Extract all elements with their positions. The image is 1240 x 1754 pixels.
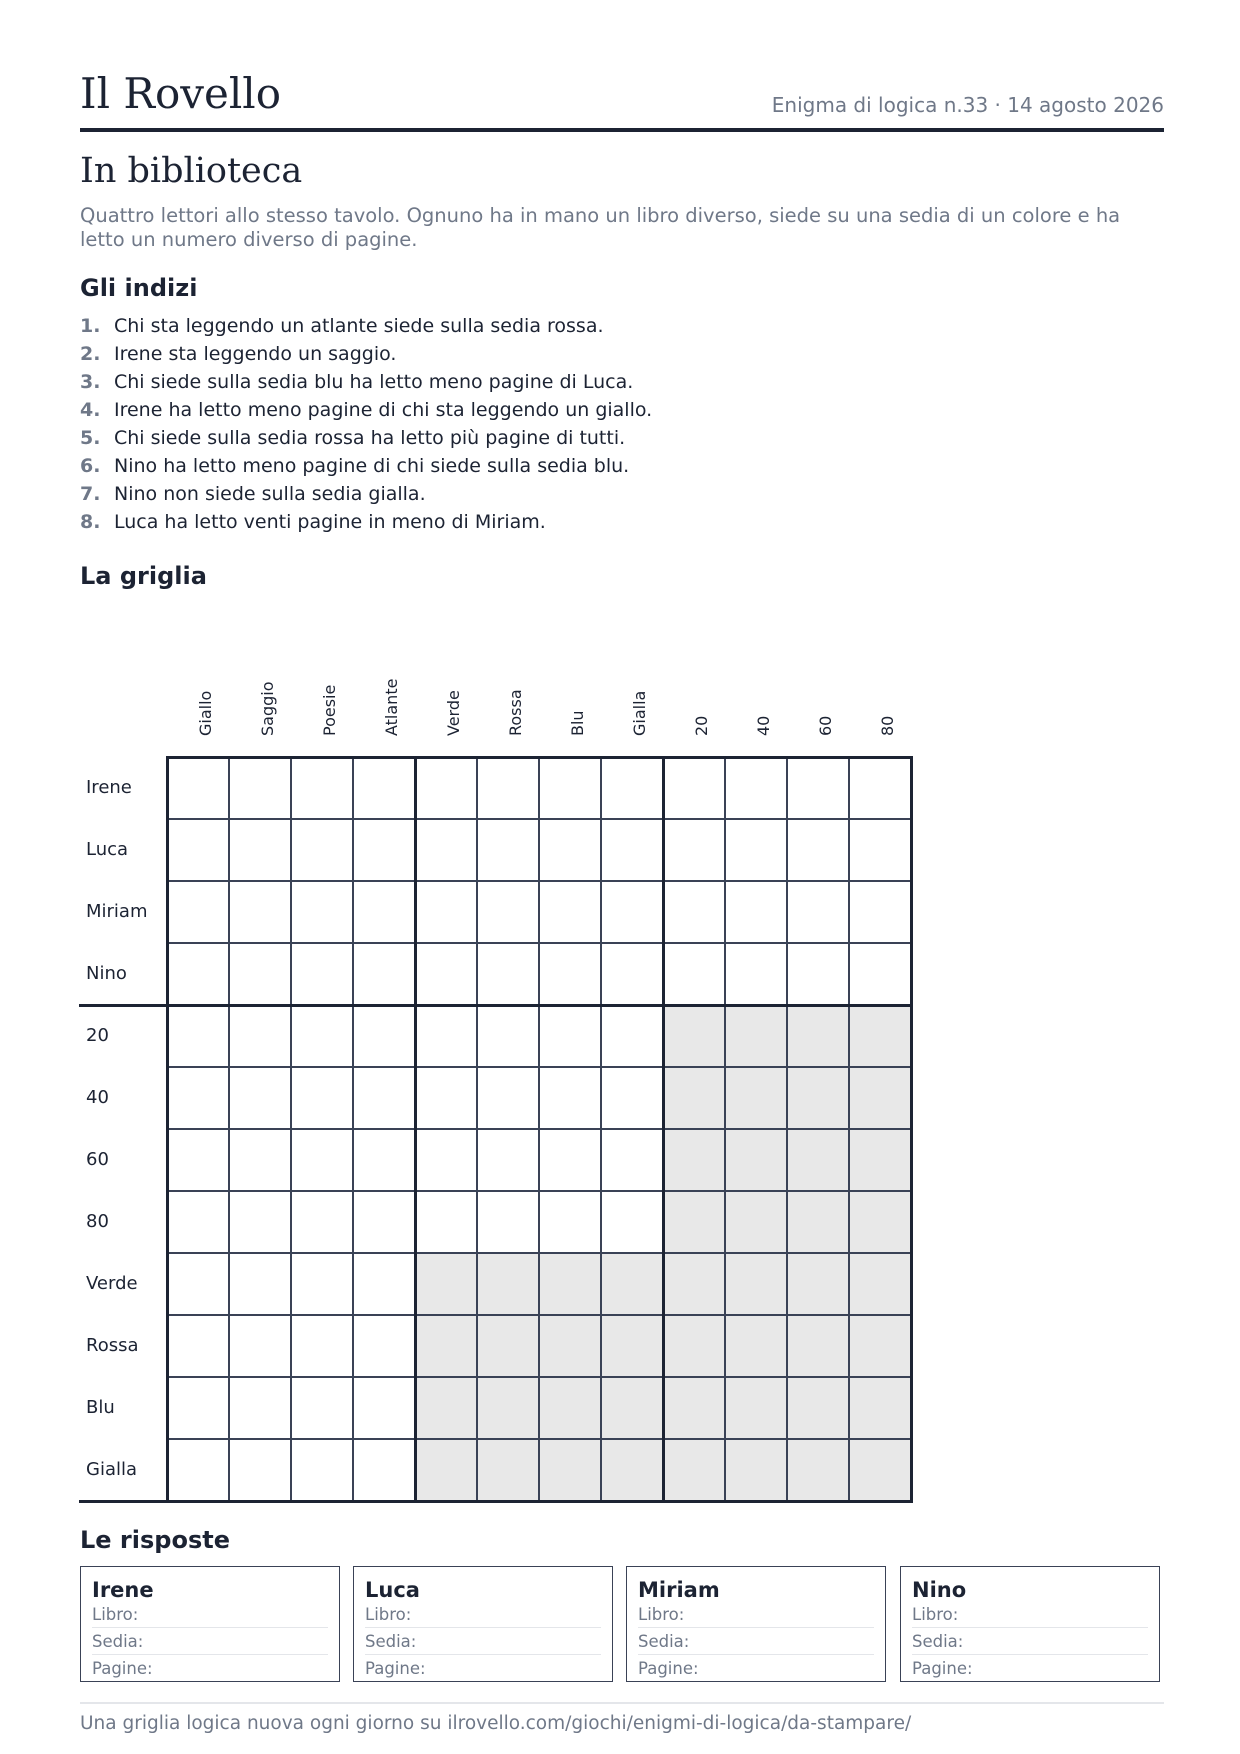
grid-cell-disabled: [787, 1315, 849, 1377]
grid-cell[interactable]: [539, 943, 601, 1005]
grid-cell[interactable]: [415, 881, 477, 943]
grid-cell[interactable]: [291, 943, 353, 1005]
answer-field-sedia[interactable]: Sedia:: [638, 1628, 874, 1655]
answer-field-pagine[interactable]: Pagine:: [638, 1659, 699, 1678]
grid-cell[interactable]: [353, 1191, 415, 1253]
grid-cell[interactable]: [849, 819, 911, 881]
grid-cell-disabled: [849, 1253, 911, 1315]
grid-cell[interactable]: [477, 757, 539, 819]
grid-cell-disabled: [725, 1129, 787, 1191]
grid-cell-disabled: [787, 1439, 849, 1501]
grid-cell[interactable]: [167, 1315, 229, 1377]
grid-cell[interactable]: [725, 943, 787, 1005]
grid-cell[interactable]: [601, 1191, 663, 1253]
grid-cell[interactable]: [229, 881, 291, 943]
grid-cell[interactable]: [291, 1129, 353, 1191]
grid-cell-disabled: [539, 1253, 601, 1315]
grid-row-label: Blu: [86, 1397, 115, 1418]
answer-person-name: Nino: [912, 1578, 967, 1602]
grid-column-label: Blu: [568, 710, 587, 736]
grid-cell[interactable]: [539, 1129, 601, 1191]
grid-cell-disabled: [663, 1005, 725, 1067]
clue-item: [80, 368, 1170, 396]
grid-cell[interactable]: [477, 1129, 539, 1191]
grid-cell-disabled: [663, 1191, 725, 1253]
grid-row-label: 60: [86, 1149, 109, 1170]
grid-column-label: Atlante: [382, 678, 401, 736]
answer-field-sedia[interactable]: Sedia:: [365, 1628, 601, 1655]
clue-text: Irene ha letto meno pagine di chi sta leggendo un giallo.: [114, 399, 653, 421]
grid-cell[interactable]: [601, 819, 663, 881]
grid-cell[interactable]: [601, 1005, 663, 1067]
grid-cell-disabled: [539, 1439, 601, 1501]
grid-cell[interactable]: [663, 943, 725, 1005]
grid-column-header: [229, 645, 291, 755]
answer-card-luca: [353, 1566, 613, 1682]
grid-cell-disabled: [725, 1253, 787, 1315]
grid-row-label: Nino: [86, 963, 127, 984]
grid-cell[interactable]: [353, 1439, 415, 1501]
grid-cell[interactable]: [229, 819, 291, 881]
page-header: [80, 66, 1164, 132]
grid-column-header: [539, 645, 601, 755]
grid-row-label: Verde: [86, 1273, 138, 1294]
grid-cell-disabled: [539, 1315, 601, 1377]
grid-cell[interactable]: [167, 1191, 229, 1253]
grid-cell[interactable]: [167, 1005, 229, 1067]
grid-column-label: 40: [754, 715, 773, 736]
grid-column-label: 60: [816, 715, 835, 736]
grid-cell[interactable]: [787, 943, 849, 1005]
grid-cell[interactable]: [291, 1191, 353, 1253]
grid-group-divider: [910, 756, 913, 1503]
grid-row-label: 20: [86, 1025, 109, 1046]
grid-cell-disabled: [787, 1253, 849, 1315]
answer-card-miriam: [626, 1566, 886, 1682]
clue-text: Irene sta leggendo un saggio.: [114, 343, 397, 365]
grid-cell-disabled: [849, 1439, 911, 1501]
grid-group-divider: [79, 1004, 913, 1007]
answer-field-sedia[interactable]: Sedia:: [912, 1628, 1148, 1655]
grid-cell-disabled: [477, 1377, 539, 1439]
grid-cell-disabled: [415, 1377, 477, 1439]
grid-cell-disabled: [849, 1005, 911, 1067]
answers-heading: Le risposte: [80, 1526, 230, 1554]
grid-column-label: 80: [878, 715, 897, 736]
grid-cell[interactable]: [725, 819, 787, 881]
grid-cell[interactable]: [663, 757, 725, 819]
clue-number: 2.: [80, 343, 101, 365]
answer-field-pagine[interactable]: Pagine:: [365, 1659, 426, 1678]
grid-cell[interactable]: [229, 1377, 291, 1439]
grid-cell[interactable]: [539, 1067, 601, 1129]
grid-cell[interactable]: [539, 757, 601, 819]
grid-cell-disabled: [849, 1191, 911, 1253]
grid-cell[interactable]: [353, 943, 415, 1005]
grid-cell[interactable]: [601, 757, 663, 819]
grid-cell[interactable]: [663, 881, 725, 943]
clue-list: [80, 312, 1170, 536]
grid-cell-disabled: [477, 1253, 539, 1315]
grid-cell[interactable]: [291, 1315, 353, 1377]
grid-cell-disabled: [725, 1005, 787, 1067]
grid-cell[interactable]: [291, 1377, 353, 1439]
issue-info: Enigma di logica n.33 · 14 agosto 2026: [771, 93, 1164, 117]
clue-number: 5.: [80, 427, 101, 449]
grid-cell[interactable]: [415, 819, 477, 881]
answer-field-pagine[interactable]: Pagine:: [92, 1659, 153, 1678]
grid-cell-disabled: [663, 1067, 725, 1129]
grid-cell[interactable]: [229, 1191, 291, 1253]
clue-text: Chi siede sulla sedia rossa ha letto più pagine di tutti.: [114, 427, 626, 449]
answer-card-nino: [900, 1566, 1160, 1682]
grid-cell[interactable]: [539, 1005, 601, 1067]
grid-cell[interactable]: [353, 1377, 415, 1439]
grid-cell-disabled: [601, 1439, 663, 1501]
grid-cell[interactable]: [291, 1253, 353, 1315]
answer-card-irene: [80, 1566, 340, 1682]
grid-cell-disabled: [725, 1377, 787, 1439]
grid-cell[interactable]: [787, 881, 849, 943]
grid-column-label: 20: [692, 715, 711, 736]
answer-person-name: Irene: [92, 1578, 154, 1602]
grid-cell[interactable]: [477, 881, 539, 943]
clue-item: [80, 452, 1170, 480]
grid-cell[interactable]: [725, 757, 787, 819]
answer-field-libro[interactable]: Libro:: [365, 1601, 601, 1628]
answer-field-libro[interactable]: Libro:: [92, 1601, 328, 1628]
clue-number: 8.: [80, 511, 101, 533]
grid-group-divider: [414, 756, 417, 1503]
grid-column-label: Giallo: [196, 690, 215, 736]
clue-item: [80, 424, 1170, 452]
answer-field-sedia[interactable]: Sedia:: [92, 1628, 328, 1655]
clue-number: 1.: [80, 315, 101, 337]
grid-cell[interactable]: [849, 881, 911, 943]
grid-cell[interactable]: [477, 943, 539, 1005]
grid-cell[interactable]: [353, 1129, 415, 1191]
grid-group-divider: [166, 756, 913, 759]
puzzle-intro: Quattro lettori allo stesso tavolo. Ognuno ha in mano un libro diverso, siede su una sedia di un colore e ha letto un numero diverso di pagine.: [80, 204, 1121, 251]
grid-cell[interactable]: [229, 1253, 291, 1315]
grid-cell-disabled: [787, 1067, 849, 1129]
grid-cell[interactable]: [291, 1005, 353, 1067]
grid-cell-disabled: [601, 1377, 663, 1439]
grid-column-header: [415, 645, 477, 755]
grid-column-label: Verde: [444, 690, 463, 736]
clue-number: 3.: [80, 371, 101, 393]
clue-item: [80, 480, 1170, 508]
grid-cell[interactable]: [353, 1067, 415, 1129]
grid-cell[interactable]: [353, 881, 415, 943]
grid-cell[interactable]: [291, 881, 353, 943]
clue-text: Chi sta leggendo un atlante siede sulla sedia rossa.: [114, 315, 604, 337]
clue-item: [80, 508, 1170, 536]
grid-cell[interactable]: [415, 757, 477, 819]
grid-column-header: [663, 645, 725, 755]
grid-cell[interactable]: [725, 881, 787, 943]
grid-cell[interactable]: [229, 1129, 291, 1191]
answer-person-name: Miriam: [638, 1578, 720, 1602]
grid-column-header: [167, 645, 229, 755]
grid-cell-disabled: [725, 1191, 787, 1253]
grid-cell-disabled: [663, 1129, 725, 1191]
grid-column-header: [849, 645, 911, 755]
grid-cell-disabled: [663, 1315, 725, 1377]
grid-cell[interactable]: [167, 819, 229, 881]
grid-row-label: Luca: [86, 839, 129, 860]
grid-column-label: Saggio: [258, 681, 277, 736]
grid-cell[interactable]: [415, 1129, 477, 1191]
grid-cell-disabled: [849, 1067, 911, 1129]
clue-text: Nino ha letto meno pagine di chi siede sulla sedia blu.: [114, 455, 630, 477]
grid-cell[interactable]: [167, 881, 229, 943]
grid-group-divider: [79, 1500, 913, 1503]
clue-number: 4.: [80, 399, 101, 421]
grid-column-header: [477, 645, 539, 755]
grid-cell[interactable]: [539, 1191, 601, 1253]
grid-cell[interactable]: [353, 1005, 415, 1067]
clue-item: [80, 312, 1170, 340]
clue-item: [80, 396, 1170, 424]
grid-cell[interactable]: [353, 1253, 415, 1315]
answer-person-name: Luca: [365, 1578, 420, 1602]
grid-cell[interactable]: [477, 1067, 539, 1129]
grid-cell-disabled: [787, 1129, 849, 1191]
grid-cell-disabled: [849, 1377, 911, 1439]
grid-row-label: 80: [86, 1211, 109, 1232]
grid-cell[interactable]: [291, 819, 353, 881]
grid-column-header: [601, 645, 663, 755]
grid-cell[interactable]: [353, 757, 415, 819]
grid-row-label: Gialla: [86, 1459, 138, 1480]
grid-cell[interactable]: [167, 1129, 229, 1191]
grid-cell[interactable]: [353, 819, 415, 881]
grid-cell[interactable]: [477, 1191, 539, 1253]
grid-cell-disabled: [849, 1315, 911, 1377]
grid-column-label: Gialla: [630, 690, 649, 736]
grid-cell-disabled: [415, 1439, 477, 1501]
grid-cell[interactable]: [167, 1439, 229, 1501]
grid-cell-disabled: [477, 1315, 539, 1377]
grid-cell-disabled: [787, 1005, 849, 1067]
brand-title: Il Rovello: [80, 69, 282, 118]
grid-cell-disabled: [725, 1067, 787, 1129]
grid-cell[interactable]: [787, 819, 849, 881]
grid-cell[interactable]: [353, 1315, 415, 1377]
clue-item: [80, 340, 1170, 368]
grid-cell[interactable]: [291, 1439, 353, 1501]
grid-cell-disabled: [787, 1191, 849, 1253]
grid-cell-disabled: [663, 1253, 725, 1315]
grid-cell[interactable]: [601, 1129, 663, 1191]
grid-column-label: Rossa: [506, 689, 525, 736]
grid-cell[interactable]: [229, 1067, 291, 1129]
grid-cell-disabled: [415, 1315, 477, 1377]
grid-cell[interactable]: [167, 1377, 229, 1439]
grid-cell[interactable]: [601, 943, 663, 1005]
grid-cell-disabled: [663, 1439, 725, 1501]
grid-row-label: Miriam: [86, 901, 148, 922]
grid-row-label: Rossa: [86, 1335, 139, 1356]
grid-cell[interactable]: [229, 943, 291, 1005]
grid-cell-disabled: [787, 1377, 849, 1439]
answer-field-libro[interactable]: Libro:: [912, 1601, 1148, 1628]
grid-cell[interactable]: [415, 1005, 477, 1067]
grid-cell[interactable]: [477, 1005, 539, 1067]
answer-field-pagine[interactable]: Pagine:: [912, 1659, 973, 1678]
grid-cell[interactable]: [601, 1067, 663, 1129]
clue-text: Luca ha letto venti pagine in meno di Miriam.: [114, 511, 546, 533]
clue-number: 7.: [80, 483, 101, 505]
grid-column-header: [353, 645, 415, 755]
grid-cell-disabled: [663, 1377, 725, 1439]
puzzle-title: In biblioteca: [80, 151, 303, 191]
grid-cell-disabled: [539, 1377, 601, 1439]
grid-cell[interactable]: [477, 819, 539, 881]
grid-cell[interactable]: [849, 757, 911, 819]
grid-group-divider: [166, 756, 169, 1503]
grid-cell[interactable]: [167, 757, 229, 819]
answer-cards: [80, 1566, 1164, 1682]
grid-cell-disabled: [725, 1315, 787, 1377]
clues-heading: Gli indizi: [80, 274, 198, 302]
grid-cell[interactable]: [849, 943, 911, 1005]
grid-cell[interactable]: [167, 1253, 229, 1315]
grid-cell[interactable]: [167, 943, 229, 1005]
grid-cell[interactable]: [291, 1067, 353, 1129]
grid-row-label: 40: [86, 1087, 109, 1108]
grid-cell[interactable]: [539, 881, 601, 943]
grid-cell-disabled: [477, 1439, 539, 1501]
grid-cell-disabled: [415, 1253, 477, 1315]
clue-text: Chi siede sulla sedia blu ha letto meno pagine di Luca.: [114, 371, 634, 393]
grid-column-header: [725, 645, 787, 755]
grid-cell[interactable]: [229, 1315, 291, 1377]
grid-cell[interactable]: [415, 1191, 477, 1253]
grid-cell[interactable]: [291, 757, 353, 819]
grid-group-divider: [662, 756, 665, 1503]
grid-heading: La griglia: [80, 562, 207, 590]
grid-cell-disabled: [849, 1129, 911, 1191]
grid-column-header: [291, 645, 353, 755]
clue-number: 6.: [80, 455, 101, 477]
grid-column-header: [787, 645, 849, 755]
clue-text: Nino non siede sulla sedia gialla.: [114, 483, 426, 505]
grid-cell[interactable]: [663, 819, 725, 881]
grid-cell[interactable]: [229, 1005, 291, 1067]
grid-cell-disabled: [601, 1253, 663, 1315]
grid-cell-disabled: [725, 1439, 787, 1501]
grid-cell[interactable]: [415, 943, 477, 1005]
page-footer: Una griglia logica nuova ogni giorno su ilrovello.com/giochi/enigmi-di-logica/da-stampare/: [80, 1702, 1164, 1738]
grid-row-label: Irene: [86, 777, 132, 798]
grid-cell[interactable]: [229, 1439, 291, 1501]
grid-cell[interactable]: [601, 881, 663, 943]
grid-cell-disabled: [601, 1315, 663, 1377]
grid-cell[interactable]: [539, 819, 601, 881]
grid-cell[interactable]: [167, 1067, 229, 1129]
grid-cell[interactable]: [787, 757, 849, 819]
grid-cell[interactable]: [229, 757, 291, 819]
grid-column-label: Poesie: [320, 684, 339, 736]
grid-cell[interactable]: [415, 1067, 477, 1129]
answer-field-libro[interactable]: Libro:: [638, 1601, 874, 1628]
